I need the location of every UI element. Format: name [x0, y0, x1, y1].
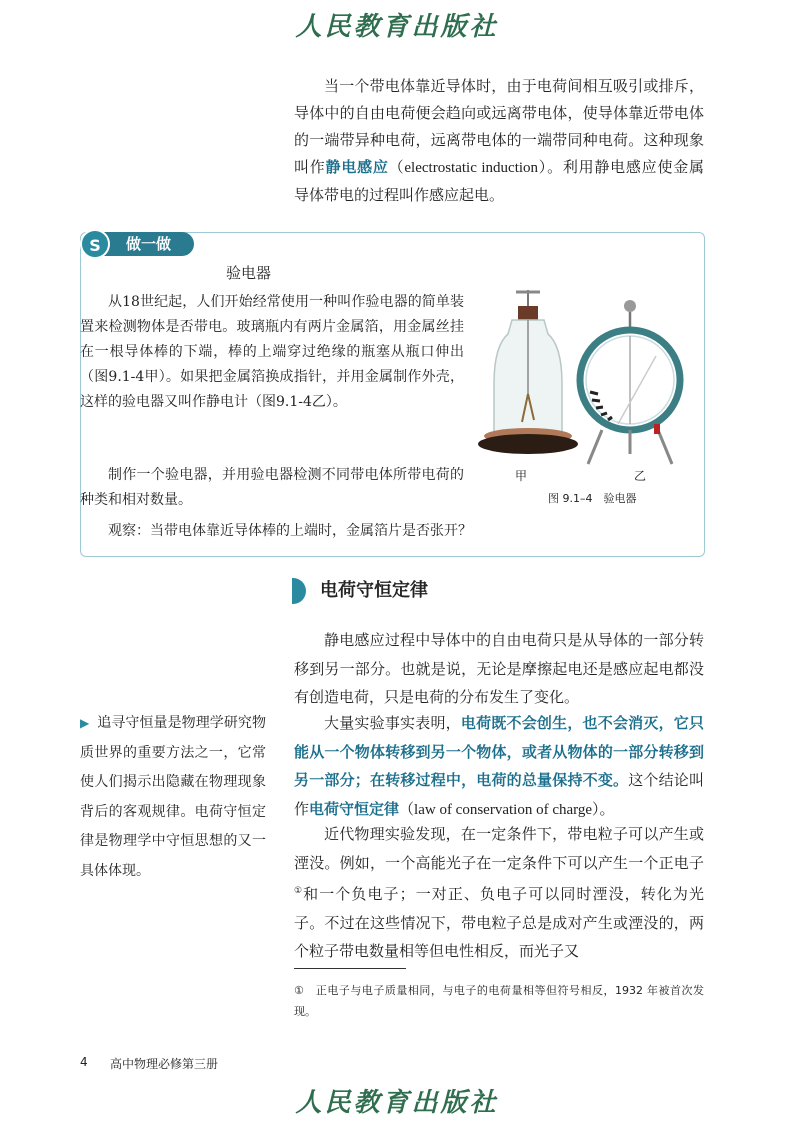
- side-note-arrow-icon: ▶: [80, 716, 90, 730]
- term-electrostatic-induction: 静电感应: [325, 158, 389, 176]
- intro-text-end: 。利用静电感应使金属导体带电的过程叫作感应起电。: [294, 158, 704, 204]
- intro-paragraph: [294, 73, 704, 209]
- activity-tab: [80, 229, 192, 257]
- law-statement: 电荷既不会创生，也不会消灭，它只能从一个物体转移到另一个物体，或者从物体的一部分转移到另一部分；在转移过程中，电荷的总量保持不变。: [294, 714, 704, 789]
- activity-tab-label: 做一做: [102, 232, 194, 256]
- activity-paragraph-1: 从18世纪起，人们开始经常使用一种叫作验电器的简单装置来检测物体是否带电。玻璃瓶内有两片金属箔，用金属丝挂在一根导体棒的下端，棒的上端穿过绝缘的瓶塞从瓶口伸出（图9.1-4甲）。如果把金属箔换成指针，并用金属制作外壳，这样的验电器又叫作静电计（图9.1-4乙）。: [80, 294, 464, 410]
- footnote: ① 正电子与电子质量相同，与电子的电荷量相等但符号相反，1932 年被首次发现。: [294, 984, 704, 1018]
- main-paragraph-3: [294, 820, 704, 966]
- publisher-logo-top: 人民教育出版社: [295, 12, 499, 42]
- term-electrostatic-induction-en: （electrostatic induction）: [388, 160, 548, 176]
- figure-caption: 图 9.1–4 验电器: [548, 492, 637, 505]
- page-number: 4: [80, 1055, 88, 1069]
- electroscope-figure: [478, 284, 696, 490]
- term-charge-conservation-en: （law of conservation of charge）: [399, 801, 600, 818]
- main-paragraph-2: [294, 709, 704, 824]
- electrometer-illustration: [580, 300, 680, 464]
- intro-text: 当一个带电体靠近导体时，由于电荷间相互吸引或排斥，导体中的自由电荷便会趋向或远离带电体，使导体靠近带电体的一端带异种电荷，远离带电体的一端带同种电荷。这种现象叫作: [294, 77, 704, 176]
- side-note: [80, 709, 266, 887]
- activity-badge-icon: S: [80, 229, 110, 259]
- main-p3-rest: 和一个负电子；一对正、负电子可以同时湮没，转化为光子。不过在这些情况下，带电粒子总是成对产生或湮没的，两个粒子带电数量相等但电性相反，而光子又: [294, 885, 704, 960]
- main-p2-end: 。: [599, 799, 615, 818]
- book-title: 高中物理必修第三册: [110, 1057, 219, 1071]
- section-title: 电荷守恒定律: [320, 580, 428, 601]
- figure-label-a: 甲: [515, 469, 528, 483]
- electroscope-jar-illustration: [478, 290, 578, 454]
- main-paragraph-1: 静电感应过程中导体中的自由电荷只是从导体的一部分转移到另一部分。也就是说，无论是摩擦起电还是感应起电都没有创造电荷，只是电荷的分布发生了变化。: [294, 631, 704, 706]
- activity-observation: 观察：当带电体靠近导体棒的上端时，金属箔片是否张开？: [108, 523, 472, 539]
- activity-title: 验电器: [226, 264, 272, 282]
- section-marker-icon: [292, 578, 306, 604]
- figure-label-b: 乙: [634, 469, 647, 483]
- footnote-reference[interactable]: ①: [294, 886, 304, 896]
- main-p3-lead: 近代物理实验发现，在一定条件下，带电粒子可以产生或湮没。例如，一个高能光子在一定条件下可以产生一个正电子: [294, 825, 704, 872]
- main-p2-lead: 大量实验事实表明，: [324, 714, 461, 732]
- footnote-divider: [294, 968, 406, 969]
- main-p2-mid: 这个结论叫作: [294, 771, 704, 818]
- publisher-logo-bottom: 人民教育出版社: [295, 1088, 499, 1118]
- side-note-text: 追寻守恒量是物理学研究物质世界的重要方法之一，它常使人们揭示出隐藏在物理现象背后的客观规律。电荷守恒定律是物理学中守恒思想的又一具体体现。: [80, 715, 266, 879]
- term-charge-conservation: 电荷守恒定律: [309, 799, 400, 818]
- activity-paragraph-2: 制作一个验电器，并用验电器检测不同带电体所带电荷的种类和相对数量。: [80, 467, 464, 508]
